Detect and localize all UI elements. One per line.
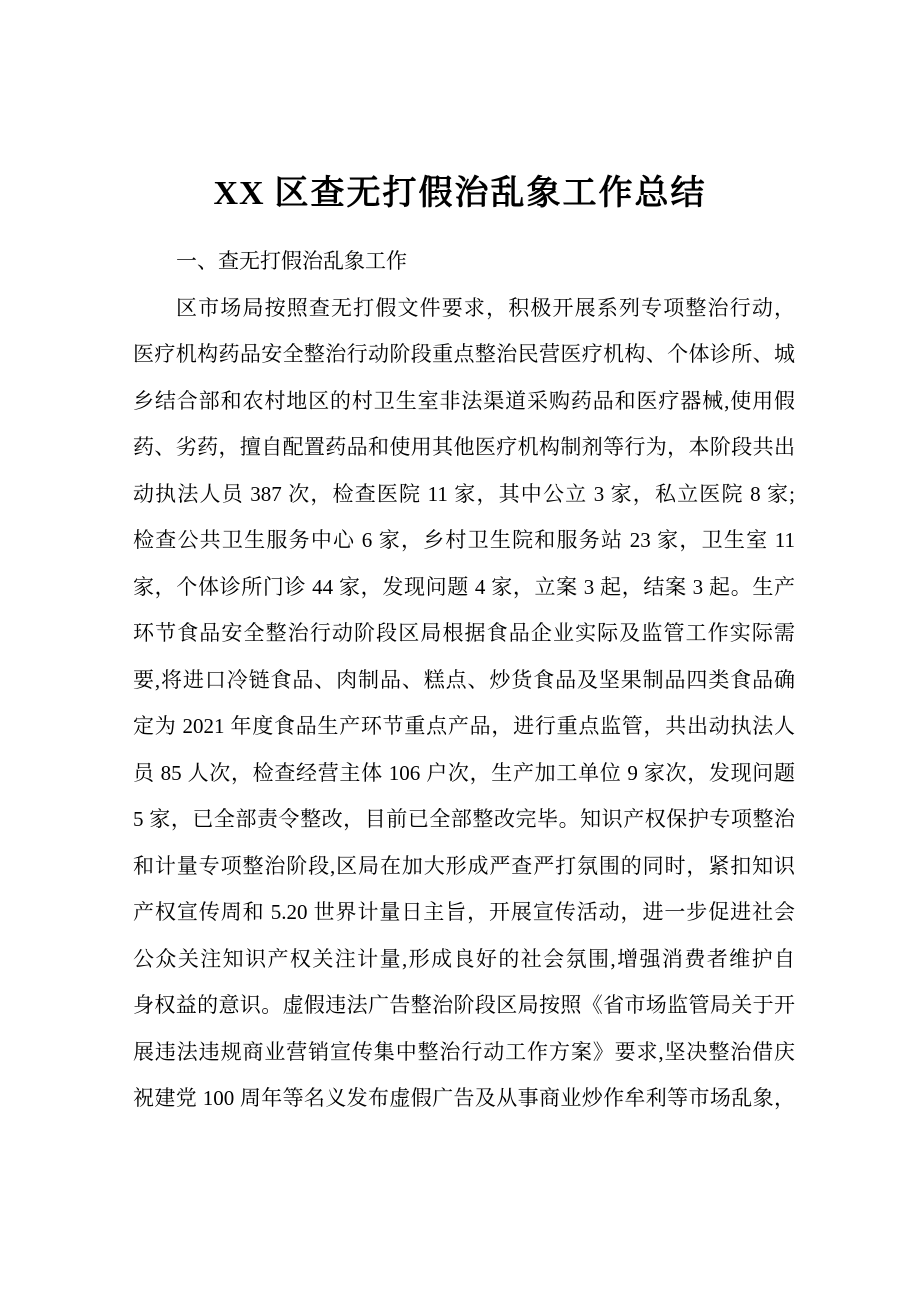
paragraph-line: 检查公共卫生服务中心 6 家，乡村卫生院和服务站 23 家，卫生室 11	[133, 528, 795, 552]
page-title-latin-part: XX	[213, 175, 265, 212]
page-title-cjk-part: 区查无打假治乱象工作总结	[274, 175, 707, 212]
paragraph-line: 动执法人员 387 次，检查医院 11 家，其中公立 3 家，私立医院 8 家;	[133, 481, 795, 506]
paragraph-line: 要,将进口冷链食品、肉制品、糕点、炒货食品及坚果制品四类食品确	[133, 667, 795, 692]
paragraph-line: 祝建党 100 周年等名义发布虚假广告及从事商业炒作牟利等市场乱象，	[133, 1086, 795, 1110]
paragraph-line: 定为 2021 年度食品生产环节重点产品，进行重点监管，共出动执法人	[133, 714, 795, 738]
paragraph	[133, 285, 795, 1122]
paragraph-line: 医疗机构药品安全整治行动阶段重点整治民营医疗机构、个体诊所、城	[133, 342, 795, 366]
paragraph-line: 展违法违规商业营销宣传集中整治行动工作方案》要求,坚决整治借庆	[133, 1039, 795, 1064]
paragraph-line: 公众关注知识产权关注计量,形成良好的社会氛围,增强消费者维护自	[133, 946, 795, 971]
paragraph-line: 药、劣药，擅自配置药品和使用其他医疗机构制剂等行为，本阶段共出	[133, 435, 795, 459]
paragraph-line: 家，个体诊所门诊 44 家，发现问题 4 家，立案 3 起，结案 3 起。生产	[133, 574, 795, 599]
paragraph-line: 和计量专项整治阶段,区局在加大形成严查严打氛围的同时，紧扣知识	[133, 853, 795, 878]
page-title	[0, 170, 920, 218]
document-body	[133, 238, 795, 1122]
paragraph-line: 环节食品安全整治行动阶段区局根据食品企业实际及监管工作实际需	[133, 621, 795, 645]
section-heading: 一、查无打假治乱象工作	[176, 249, 407, 273]
paragraph-line: 5 家，已全部责令整改，目前已全部整改完毕。知识产权保护专项整治	[133, 807, 795, 831]
paragraph-line: 产权宣传周和 5.20 世界计量日主旨，开展宣传活动，进一步促进社会	[133, 900, 795, 924]
paragraph-line: 乡结合部和农村地区的村卫生室非法渠道采购药品和医疗器械,使用假	[133, 388, 795, 413]
paragraph-line: 区市场局按照查无打假文件要求，积极开展系列专项整治行动，	[176, 295, 795, 320]
paragraph-line: 员 85 人次，检查经营主体 106 户次，生产加工单位 9 家次，发现问题	[133, 760, 795, 785]
paragraph-line: 身权益的意识。虚假违法广告整治阶段区局按照《省市场监管局关于开	[133, 993, 795, 1017]
